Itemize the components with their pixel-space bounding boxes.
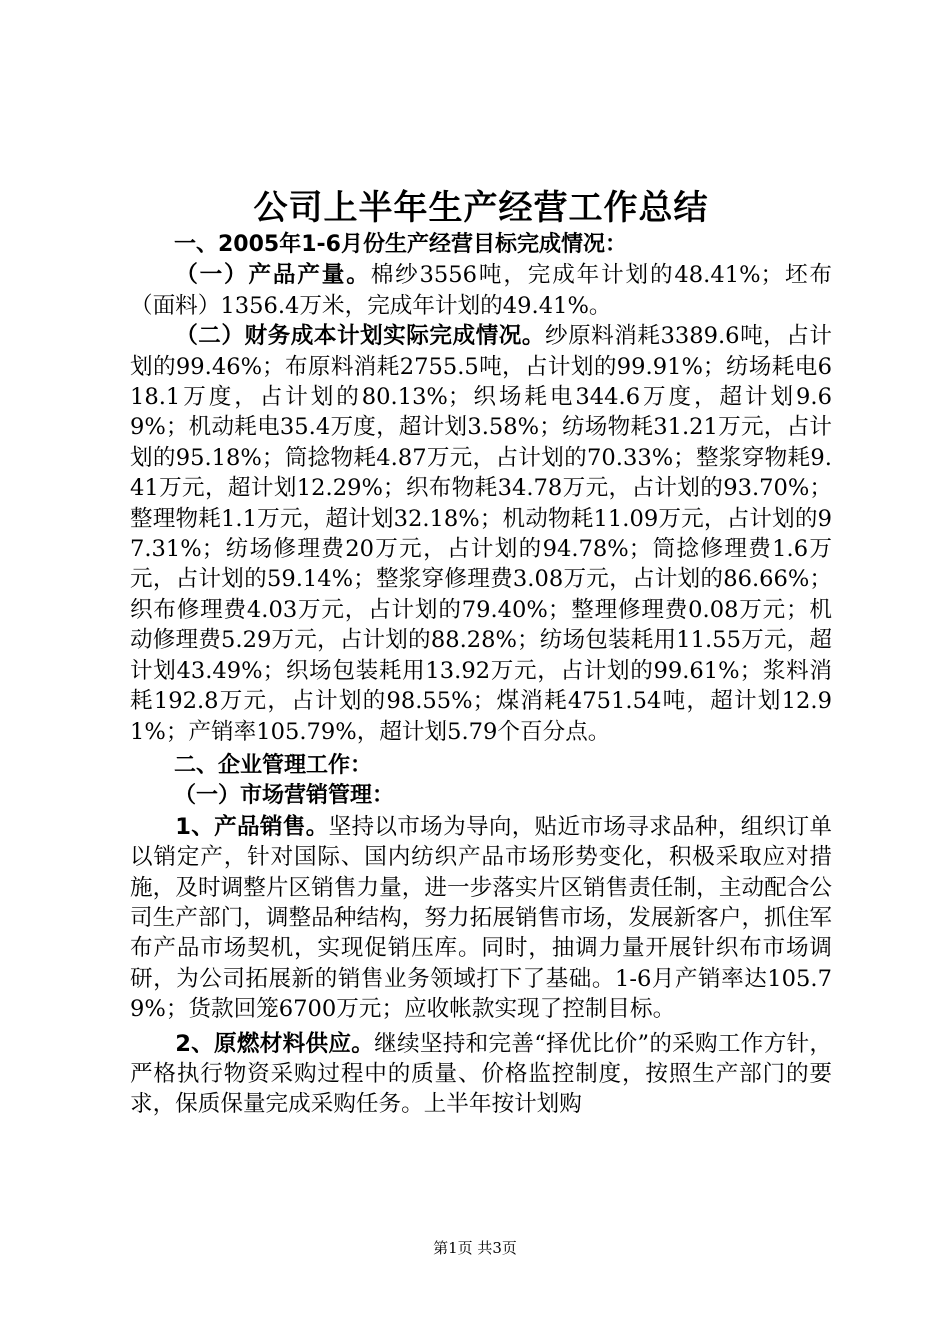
section-1-heading: 一、2005年1-6月份生产经营目标完成情况： <box>174 232 627 257</box>
section-1-paragraph-1 <box>130 260 832 321</box>
paragraph-lead: （一）产品产量。 <box>175 262 371 289</box>
document-body <box>130 186 832 1120</box>
paragraph-text: 继续坚持和完善“择优比价”的采购工作方针，严格执行物资采购过程中的质量、价格监控制度，按照生产部门的要求，保质保量完成采购任务。上半年按计划购 <box>130 1030 832 1118</box>
paragraph-lead: 1、产品销售。 <box>175 813 329 840</box>
paragraph-text: 纱原料消耗3389.6吨，占计划的99.46%；布原料消耗2755.5吨，占计划的99.91%；纺场耗电618.1万度，占计划的80.13%；织场耗电344.6万度，超计划9.69%；机动耗电35.4万度，超计划3.58%；纺场物耗31.21万元，占计划的95.18%；筒捻物耗4.87万元，占计划的70.33%；整浆穿物耗9.41万元，超计划12.29%；织布物耗34.78万元，占计划的93.70%；整理物耗1.1万元，超计划32.18%；机动物耗11.09万元，占计划的97.31%；纺场修理费20万元，占计划的94.78%；筒捻修理费1.6万元，占计划的59.14%；整浆穿修理费3.08万元，占计划的86.66%；织布修理费4.03万元，占计划的79.40%；整理修理费0.08万元；机动修理费5.29万元，占计划的88.28%；纺场包装耗用11.55万元，超计划43.49%；织场包装耗用13.92万元，占计划的99.61%；浆料消耗192.8万元，占计划的98.55%；煤消耗4751.54吨，超计划12.91%；产销率105.79%，超计划5.79个百分点。 <box>130 323 832 745</box>
page-footer: 第1页 共3页 <box>433 1239 517 1257</box>
paragraph-lead: （二）财务成本计划实际完成情况。 <box>175 323 545 350</box>
section-2-paragraph-1 <box>130 812 832 1025</box>
section-2-paragraph-2 <box>130 1029 832 1120</box>
paragraph-text: 坚持以市场为导向，贴近市场寻求品种，组织订单以销定产，针对国际、国内纺织产品市场形势变化，积极采取应对措施，及时调整片区销售力量，进一步落实片区销售责任制，主动配合公司生产部门，调整品种结构，努力拓展销售市场，发展新客户，抓住军布产品市场契机，实现促销压库。同时，抽调力量开展针织布市场调研，为公司拓展新的销售业务领域打下了基础。1-6月产销率达105.79%；货款回笼6700万元；应收帐款实现了控制目标。 <box>130 813 832 1023</box>
page-title: 公司上半年生产经营工作总结 <box>253 188 709 228</box>
paragraph-lead: 2、原燃材料供应。 <box>175 1030 375 1057</box>
section-2-heading: 二、企业管理工作： <box>174 752 373 778</box>
paragraph-text: 棉纱3556吨，完成年计划的48.41%；坯布（面料）1356.4万米，完成年计划的49.41%。 <box>130 262 833 319</box>
section-2-sub-heading: （一）市场营销管理： <box>174 783 395 809</box>
section-1-paragraph-2 <box>130 321 832 747</box>
